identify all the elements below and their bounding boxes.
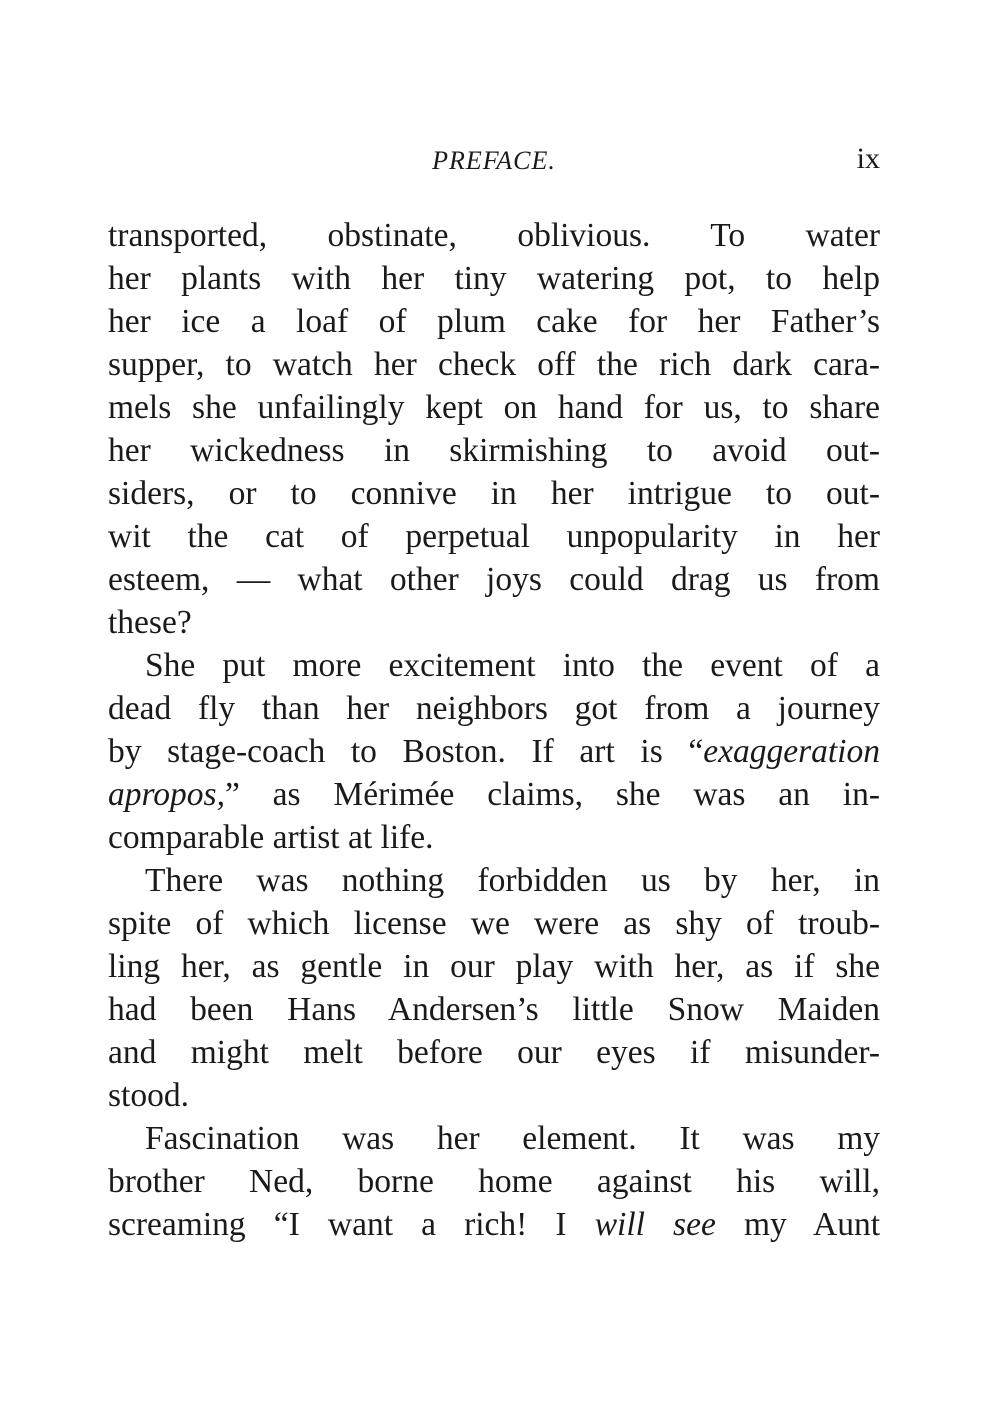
text-line (108, 730, 880, 773)
text-line (108, 1203, 880, 1246)
text-segment: her ice a loaf of plum cake for her Father’s (108, 303, 880, 340)
text-line (108, 644, 880, 687)
text-segment: dead fly than her neighbors got from a journey (108, 690, 880, 727)
text-line (108, 343, 880, 386)
text-segment: Fascination was her element. It was my (145, 1120, 880, 1157)
text-line (108, 300, 880, 343)
text-line (108, 816, 880, 859)
text-line (108, 902, 880, 945)
text-segment: comparable artist at life. (108, 819, 434, 856)
text-line (108, 859, 880, 902)
text-segment: ” as Mérimée claims, she was an in- (224, 776, 880, 813)
text-line (108, 687, 880, 730)
text-segment: by stage-coach to Boston. If art is “ (108, 733, 704, 770)
italic-text: apropos, (108, 776, 225, 813)
page-header (108, 140, 880, 180)
text-segment: her wickedness in skirmishing to avoid out- (108, 432, 880, 469)
text-segment: these? (108, 604, 192, 641)
text-segment: stood. (108, 1077, 189, 1114)
text-line (108, 558, 880, 601)
text-line (108, 429, 880, 472)
text-segment: my Aunt (715, 1206, 881, 1243)
text-line (108, 601, 880, 644)
running-title: PREFACE. (432, 146, 556, 175)
text-line (108, 214, 880, 257)
text-segment: transported, obstinate, oblivious. To water (108, 217, 880, 254)
text-line (108, 1117, 880, 1160)
text-segment: brother Ned, borne home against his will, (108, 1163, 880, 1200)
text-segment: spite of which license we were as shy of troub- (108, 905, 880, 942)
text-segment: There was nothing forbidden us by her, in (145, 862, 880, 899)
page-number: ix (856, 142, 880, 175)
text-segment: siders, or to connive in her intrigue to out- (108, 475, 880, 512)
text-segment: ling her, as gentle in our play with her, as if she (108, 948, 880, 985)
text-segment: mels she unfailingly kept on hand for us, to share (108, 389, 880, 426)
text-segment: had been Hans Andersen’s little Snow Maiden (108, 991, 880, 1028)
text-line (108, 386, 880, 429)
text-line (108, 988, 880, 1031)
text-line (108, 1031, 880, 1074)
text-line (108, 472, 880, 515)
text-line (108, 773, 880, 816)
text-line (108, 1160, 880, 1203)
text-segment: She put more excitement into the event of a (145, 647, 880, 684)
text-segment: wit the cat of perpetual unpopularity in her (108, 518, 880, 555)
text-segment: esteem, — what other joys could drag us from (108, 561, 880, 598)
text-line (108, 945, 880, 988)
text-segment: screaming “I want a rich! I (108, 1206, 595, 1243)
text-line (108, 257, 880, 300)
text-line (108, 515, 880, 558)
italic-text: exaggeration (703, 733, 880, 770)
text-line (108, 1074, 880, 1117)
text-segment: and might melt before our eyes if misunder- (108, 1034, 880, 1071)
italic-text: will see (594, 1206, 716, 1243)
text-segment: supper, to watch her check off the rich dark cara- (108, 346, 880, 383)
body-text (108, 214, 880, 1246)
text-segment: her plants with her tiny watering pot, to help (108, 260, 880, 297)
